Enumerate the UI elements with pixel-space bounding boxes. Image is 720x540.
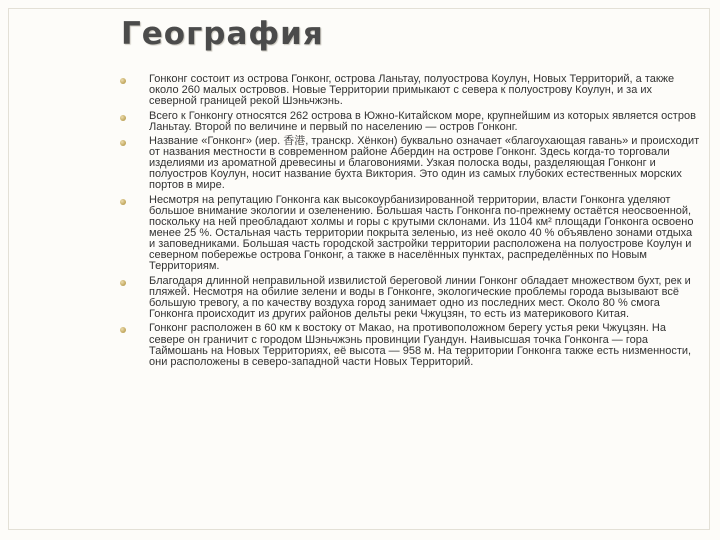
bullet-icon <box>120 78 126 84</box>
bullet-text: Название «Гонконг» (иер. 香港, транскр. Хёнкон) буквально означает «благоухающая гавань» и происходит от названия местности в современном районе Абердин на острове Гонконг. Здесь когда-то торговали изделиями из ароматной древесины и благовониями. Узкая полоска воды, разделяющая Гонконг и полуостров Коулун, носит название бухта Виктория. Это один из самых глубоких естественных морских портов в мире. <box>149 135 700 192</box>
bullet-text: Гонконг расположен в 60 км к востоку от Макао, на противоположном берегу устья реки Чжуцзян. На севере он граничит с городом Шэньчжэнь провинции Гуандун. Наивысшая точка Гонконга — гора Таймошань на Новых Территориях, её высота — 958 м. На территории Гонконга также есть низменности, они расположены в северо-западной части Новых Территорий. <box>149 322 692 368</box>
bullet-item <box>120 111 700 133</box>
bullet-list <box>120 74 700 371</box>
bullet-item <box>120 136 700 191</box>
bullet-icon <box>120 280 126 286</box>
bullet-icon <box>120 327 126 333</box>
bullet-text: Всего к Гонконгу относятся 262 острова в Южно-Китайском море, крупнейшим из которых является остров Ланьтау. Второй по величине и первый по населению — остров Гонконг. <box>149 109 696 133</box>
bullet-icon <box>120 199 126 205</box>
bullet-item <box>120 195 700 273</box>
bullet-item <box>120 74 700 107</box>
bullet-text: Несмотря на репутацию Гонконга как высокоурбанизированной территории, власти Гонконга уделяют большое внимание экологии и озеленению. Большая часть Гонконга по-прежнему остаётся неосвоенной, поскольку на ней преобладают холмы и горы с крутыми склонами. Из 1104 км² площади Гонконга освоено менее 25 %. Остальная часть территории покрыта зеленью, из неё около 40 % объявлено зонами отдыха и заповедниками. Большая часть городской застройки территории расположена на полуострове Коулун и северном побережье острова Гонконг, а также в населённых пунктах, распределённых по Новым Территориям. <box>149 193 694 273</box>
bullet-item <box>120 323 700 367</box>
bullet-text: Благодаря длинной неправильной извилистой береговой линии Гонконг обладает множеством бухт, рек и пляжей. Несмотря на обилие зелени и воды в Гонконге, экологические проблемы города вызывают всё большую тревогу, а по качеству воздуха город занимает одно из последних мест. Около 80 % смога Гонконга происходит из других районов дельты реки Чжуцзян, то есть из материкового Китая. <box>149 274 691 321</box>
bullet-icon <box>120 140 126 146</box>
slide-title: География <box>121 16 324 52</box>
bullet-item <box>120 276 700 320</box>
bullet-icon <box>120 115 126 121</box>
bullet-text: Гонконг состоит из острова Гонконг, острова Ланьтау, полуострова Коулун, Новых Территорий, а также около 260 малых островов. Новые Территории примыкают с севера к полуострову Коулун, и за их северной границей рекой Шэньчжэнь. <box>149 73 675 108</box>
